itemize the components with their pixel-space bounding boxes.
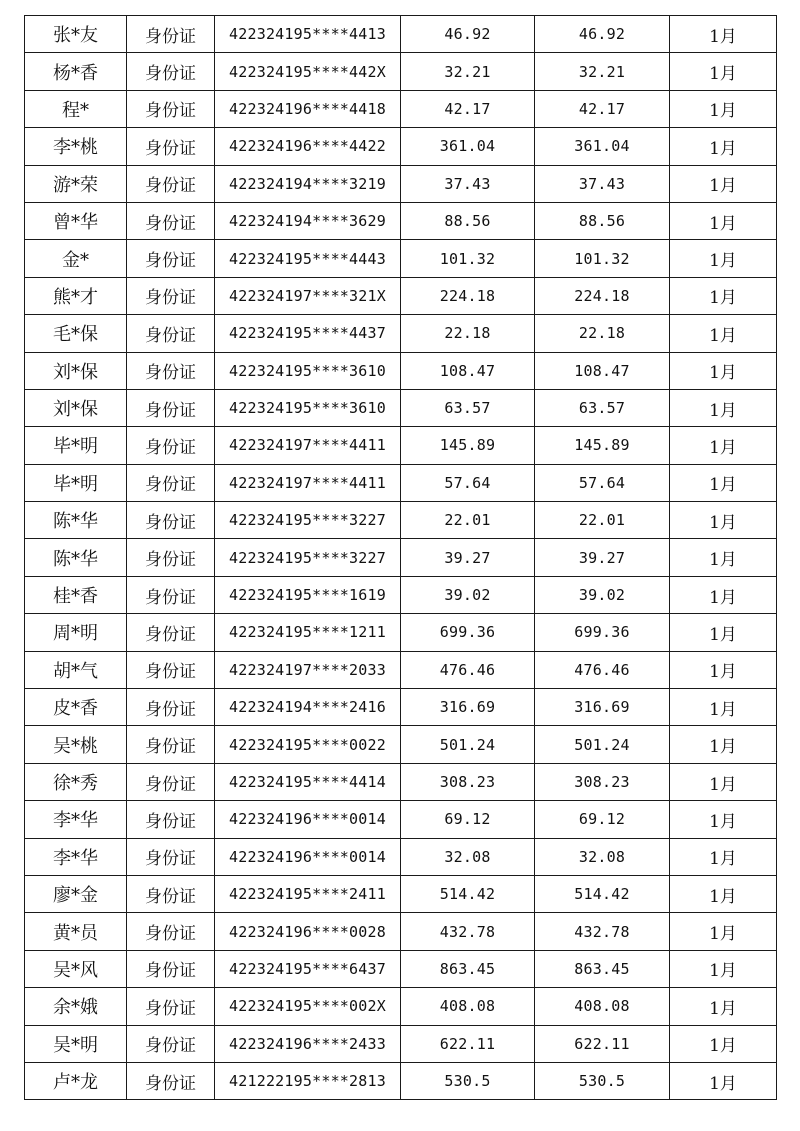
id-number-cell: 422324197****321X xyxy=(215,277,401,314)
table-body xyxy=(25,16,777,1100)
id-number-cell: 422324195****0022 xyxy=(215,726,401,763)
id-type-cell: 身份证 xyxy=(127,502,215,539)
name-cell: 卢*龙 xyxy=(25,1062,127,1099)
id-number-cell: 422324195****4414 xyxy=(215,763,401,800)
amount-paid-cell: 22.01 xyxy=(535,502,670,539)
id-type-cell: 身份证 xyxy=(127,950,215,987)
id-type-cell: 身份证 xyxy=(127,277,215,314)
month-cell: 1月 xyxy=(670,576,777,613)
amount-paid-cell: 514.42 xyxy=(535,875,670,912)
amount-cell: 57.64 xyxy=(401,464,535,501)
name-cell: 熊*才 xyxy=(25,277,127,314)
id-number-cell: 422324196****0014 xyxy=(215,838,401,875)
name-cell: 毕*明 xyxy=(25,464,127,501)
month-cell: 1月 xyxy=(670,1025,777,1062)
id-number-cell: 422324197****4411 xyxy=(215,427,401,464)
id-type-cell: 身份证 xyxy=(127,689,215,726)
table-row xyxy=(25,576,777,613)
amount-paid-cell: 32.21 xyxy=(535,53,670,90)
id-type-cell: 身份证 xyxy=(127,16,215,53)
id-number-cell: 422324195****6437 xyxy=(215,950,401,987)
amount-paid-cell: 101.32 xyxy=(535,240,670,277)
table-row xyxy=(25,651,777,688)
amount-paid-cell: 42.17 xyxy=(535,90,670,127)
table-row xyxy=(25,277,777,314)
id-type-cell: 身份证 xyxy=(127,315,215,352)
month-cell: 1月 xyxy=(670,838,777,875)
name-cell: 杨*香 xyxy=(25,53,127,90)
table-row xyxy=(25,539,777,576)
name-cell: 黄*员 xyxy=(25,913,127,950)
month-cell: 1月 xyxy=(670,165,777,202)
id-number-cell: 422324195****002X xyxy=(215,988,401,1025)
amount-paid-cell: 37.43 xyxy=(535,165,670,202)
id-type-cell: 身份证 xyxy=(127,389,215,426)
id-number-cell: 422324194****3629 xyxy=(215,202,401,239)
month-cell: 1月 xyxy=(670,651,777,688)
month-cell: 1月 xyxy=(670,950,777,987)
name-cell: 廖*金 xyxy=(25,875,127,912)
id-number-cell: 422324194****2416 xyxy=(215,689,401,726)
name-cell: 刘*保 xyxy=(25,389,127,426)
id-type-cell: 身份证 xyxy=(127,128,215,165)
id-number-cell: 422324195****2411 xyxy=(215,875,401,912)
table-row xyxy=(25,726,777,763)
month-cell: 1月 xyxy=(670,389,777,426)
table-row xyxy=(25,202,777,239)
amount-paid-cell: 224.18 xyxy=(535,277,670,314)
table-row xyxy=(25,165,777,202)
amount-cell: 22.18 xyxy=(401,315,535,352)
table-row xyxy=(25,240,777,277)
amount-paid-cell: 863.45 xyxy=(535,950,670,987)
amount-paid-cell: 699.36 xyxy=(535,614,670,651)
name-cell: 李*桃 xyxy=(25,128,127,165)
amount-cell: 145.89 xyxy=(401,427,535,464)
amount-paid-cell: 32.08 xyxy=(535,838,670,875)
month-cell: 1月 xyxy=(670,988,777,1025)
id-number-cell: 422324196****4422 xyxy=(215,128,401,165)
amount-cell: 699.36 xyxy=(401,614,535,651)
name-cell: 曾*华 xyxy=(25,202,127,239)
id-type-cell: 身份证 xyxy=(127,90,215,127)
table-row xyxy=(25,1062,777,1099)
month-cell: 1月 xyxy=(670,53,777,90)
amount-paid-cell: 476.46 xyxy=(535,651,670,688)
amount-paid-cell: 432.78 xyxy=(535,913,670,950)
subsidy-table xyxy=(24,15,777,1100)
id-number-cell: 422324195****3227 xyxy=(215,539,401,576)
amount-cell: 622.11 xyxy=(401,1025,535,1062)
table-row xyxy=(25,128,777,165)
id-number-cell: 422324197****4411 xyxy=(215,464,401,501)
table-row xyxy=(25,90,777,127)
month-cell: 1月 xyxy=(670,202,777,239)
amount-cell: 361.04 xyxy=(401,128,535,165)
amount-cell: 863.45 xyxy=(401,950,535,987)
id-number-cell: 422324196****0028 xyxy=(215,913,401,950)
id-type-cell: 身份证 xyxy=(127,427,215,464)
name-cell: 张*友 xyxy=(25,16,127,53)
month-cell: 1月 xyxy=(670,277,777,314)
month-cell: 1月 xyxy=(670,16,777,53)
month-cell: 1月 xyxy=(670,128,777,165)
table-row xyxy=(25,315,777,352)
month-cell: 1月 xyxy=(670,726,777,763)
id-type-cell: 身份证 xyxy=(127,240,215,277)
amount-paid-cell: 501.24 xyxy=(535,726,670,763)
amount-cell: 32.21 xyxy=(401,53,535,90)
amount-cell: 224.18 xyxy=(401,277,535,314)
amount-paid-cell: 316.69 xyxy=(535,689,670,726)
table-row xyxy=(25,913,777,950)
id-number-cell: 422324196****2433 xyxy=(215,1025,401,1062)
name-cell: 毛*保 xyxy=(25,315,127,352)
id-number-cell: 422324195****1211 xyxy=(215,614,401,651)
table-row xyxy=(25,502,777,539)
id-number-cell: 422324195****4443 xyxy=(215,240,401,277)
amount-cell: 32.08 xyxy=(401,838,535,875)
name-cell: 吴*风 xyxy=(25,950,127,987)
amount-paid-cell: 39.02 xyxy=(535,576,670,613)
month-cell: 1月 xyxy=(670,689,777,726)
amount-paid-cell: 361.04 xyxy=(535,128,670,165)
amount-paid-cell: 57.64 xyxy=(535,464,670,501)
id-type-cell: 身份证 xyxy=(127,913,215,950)
name-cell: 皮*香 xyxy=(25,689,127,726)
amount-cell: 101.32 xyxy=(401,240,535,277)
table-row xyxy=(25,988,777,1025)
amount-cell: 476.46 xyxy=(401,651,535,688)
amount-paid-cell: 308.23 xyxy=(535,763,670,800)
table-row xyxy=(25,614,777,651)
table-row xyxy=(25,1025,777,1062)
amount-cell: 88.56 xyxy=(401,202,535,239)
amount-paid-cell: 530.5 xyxy=(535,1062,670,1099)
table-row xyxy=(25,464,777,501)
id-type-cell: 身份证 xyxy=(127,726,215,763)
table-row xyxy=(25,352,777,389)
id-number-cell: 422324195****1619 xyxy=(215,576,401,613)
name-cell: 徐*秀 xyxy=(25,763,127,800)
id-type-cell: 身份证 xyxy=(127,202,215,239)
id-type-cell: 身份证 xyxy=(127,1062,215,1099)
id-type-cell: 身份证 xyxy=(127,165,215,202)
amount-cell: 501.24 xyxy=(401,726,535,763)
name-cell: 吴*桃 xyxy=(25,726,127,763)
amount-paid-cell: 63.57 xyxy=(535,389,670,426)
amount-cell: 69.12 xyxy=(401,801,535,838)
amount-cell: 530.5 xyxy=(401,1062,535,1099)
amount-cell: 37.43 xyxy=(401,165,535,202)
table-row xyxy=(25,950,777,987)
amount-cell: 108.47 xyxy=(401,352,535,389)
month-cell: 1月 xyxy=(670,875,777,912)
amount-cell: 432.78 xyxy=(401,913,535,950)
amount-paid-cell: 108.47 xyxy=(535,352,670,389)
id-type-cell: 身份证 xyxy=(127,875,215,912)
name-cell: 桂*香 xyxy=(25,576,127,613)
id-type-cell: 身份证 xyxy=(127,614,215,651)
name-cell: 游*荣 xyxy=(25,165,127,202)
table-row xyxy=(25,53,777,90)
id-number-cell: 422324195****3227 xyxy=(215,502,401,539)
amount-cell: 63.57 xyxy=(401,389,535,426)
id-number-cell: 422324196****0014 xyxy=(215,801,401,838)
month-cell: 1月 xyxy=(670,315,777,352)
table-row xyxy=(25,389,777,426)
id-type-cell: 身份证 xyxy=(127,763,215,800)
name-cell: 余*娥 xyxy=(25,988,127,1025)
amount-paid-cell: 46.92 xyxy=(535,16,670,53)
amount-paid-cell: 622.11 xyxy=(535,1025,670,1062)
amount-paid-cell: 69.12 xyxy=(535,801,670,838)
id-number-cell: 422324195****442X xyxy=(215,53,401,90)
name-cell: 胡*气 xyxy=(25,651,127,688)
name-cell: 吴*明 xyxy=(25,1025,127,1062)
month-cell: 1月 xyxy=(670,913,777,950)
id-type-cell: 身份证 xyxy=(127,576,215,613)
id-type-cell: 身份证 xyxy=(127,651,215,688)
id-type-cell: 身份证 xyxy=(127,539,215,576)
amount-cell: 316.69 xyxy=(401,689,535,726)
amount-paid-cell: 88.56 xyxy=(535,202,670,239)
amount-cell: 39.27 xyxy=(401,539,535,576)
table-row xyxy=(25,763,777,800)
table-row xyxy=(25,875,777,912)
month-cell: 1月 xyxy=(670,240,777,277)
table-row xyxy=(25,838,777,875)
amount-cell: 22.01 xyxy=(401,502,535,539)
month-cell: 1月 xyxy=(670,90,777,127)
id-number-cell: 422324195****3610 xyxy=(215,352,401,389)
table-row xyxy=(25,16,777,53)
month-cell: 1月 xyxy=(670,502,777,539)
amount-cell: 46.92 xyxy=(401,16,535,53)
amount-cell: 308.23 xyxy=(401,763,535,800)
month-cell: 1月 xyxy=(670,614,777,651)
id-type-cell: 身份证 xyxy=(127,838,215,875)
name-cell: 陈*华 xyxy=(25,539,127,576)
id-type-cell: 身份证 xyxy=(127,352,215,389)
month-cell: 1月 xyxy=(670,464,777,501)
id-type-cell: 身份证 xyxy=(127,53,215,90)
name-cell: 金* xyxy=(25,240,127,277)
name-cell: 陈*华 xyxy=(25,502,127,539)
id-number-cell: 422324197****2033 xyxy=(215,651,401,688)
name-cell: 毕*明 xyxy=(25,427,127,464)
amount-paid-cell: 408.08 xyxy=(535,988,670,1025)
name-cell: 李*华 xyxy=(25,801,127,838)
amount-cell: 408.08 xyxy=(401,988,535,1025)
amount-cell: 42.17 xyxy=(401,90,535,127)
month-cell: 1月 xyxy=(670,352,777,389)
month-cell: 1月 xyxy=(670,427,777,464)
id-type-cell: 身份证 xyxy=(127,1025,215,1062)
name-cell: 李*华 xyxy=(25,838,127,875)
id-number-cell: 421222195****2813 xyxy=(215,1062,401,1099)
table-row xyxy=(25,801,777,838)
amount-paid-cell: 145.89 xyxy=(535,427,670,464)
month-cell: 1月 xyxy=(670,1062,777,1099)
table-row xyxy=(25,427,777,464)
id-number-cell: 422324196****4418 xyxy=(215,90,401,127)
amount-paid-cell: 39.27 xyxy=(535,539,670,576)
name-cell: 刘*保 xyxy=(25,352,127,389)
id-number-cell: 422324194****3219 xyxy=(215,165,401,202)
id-number-cell: 422324195****4413 xyxy=(215,16,401,53)
amount-cell: 39.02 xyxy=(401,576,535,613)
id-type-cell: 身份证 xyxy=(127,988,215,1025)
month-cell: 1月 xyxy=(670,763,777,800)
month-cell: 1月 xyxy=(670,539,777,576)
amount-cell: 514.42 xyxy=(401,875,535,912)
id-type-cell: 身份证 xyxy=(127,801,215,838)
amount-paid-cell: 22.18 xyxy=(535,315,670,352)
name-cell: 周*明 xyxy=(25,614,127,651)
month-cell: 1月 xyxy=(670,801,777,838)
table-row xyxy=(25,689,777,726)
name-cell: 程* xyxy=(25,90,127,127)
id-number-cell: 422324195****4437 xyxy=(215,315,401,352)
id-number-cell: 422324195****3610 xyxy=(215,389,401,426)
id-type-cell: 身份证 xyxy=(127,464,215,501)
